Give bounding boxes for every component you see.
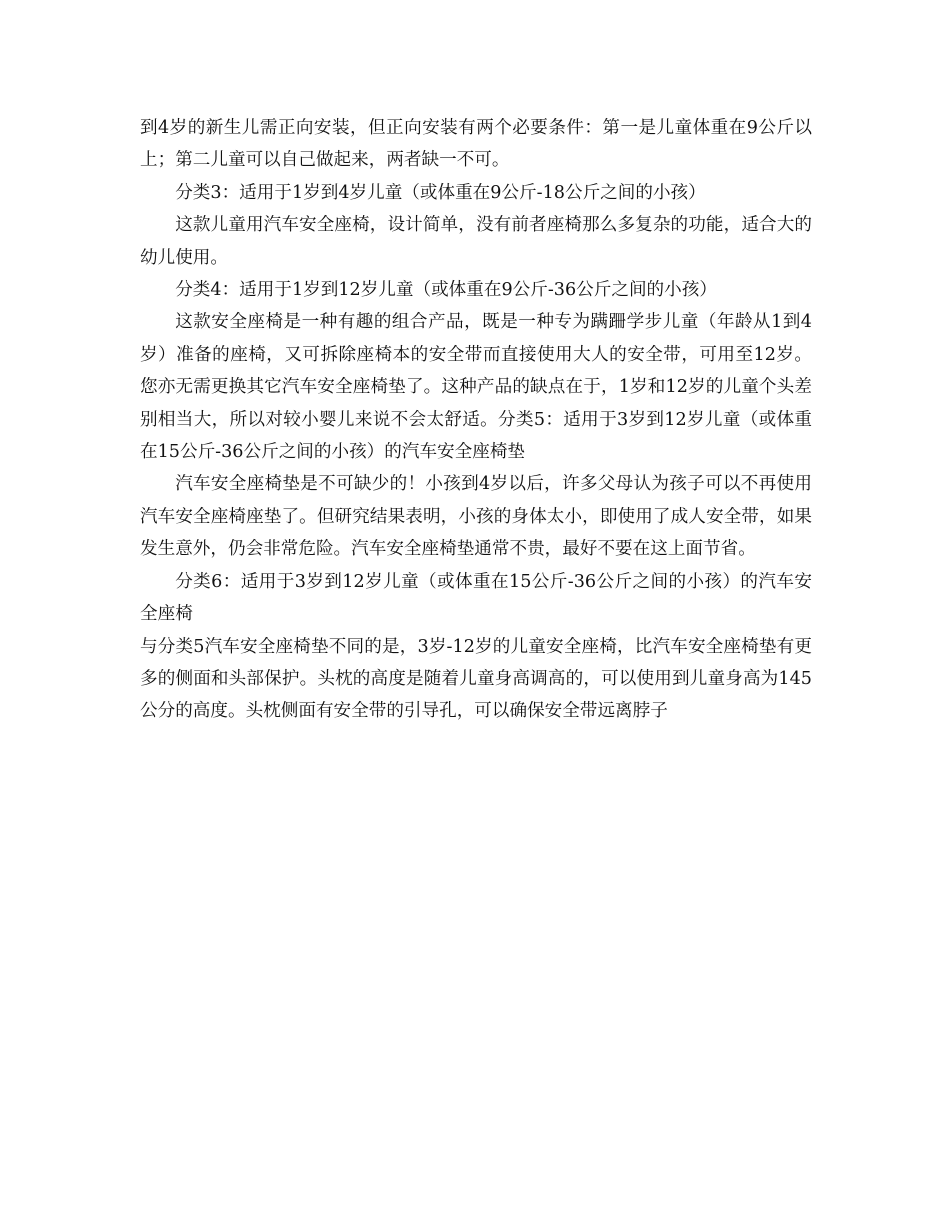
paragraph-continuation: 到4岁的新生儿需正向安装，但正向安装有两个必要条件：第一是儿童体重在9公斤以上；第二儿童可以自己做起来，两者缺一不可。 <box>140 118 812 171</box>
paragraph-category-6: 与分类5汽车安全座椅垫不同的是，3岁-12岁的儿童安全座椅，比汽车安全座椅垫有更多的侧面和头部保护。头枕的高度是随着儿童身高调高的，可以使用到儿童身高为145公分的高度。头枕侧面有安全带的引导孔，可以确保安全带远离脖子 <box>140 636 812 722</box>
heading-category-6: 分类6：适用于3岁到12岁儿童（或体重在15公斤-36公斤之间的小孩）的汽车安全座椅 <box>140 571 812 625</box>
paragraph-booster-seat: 汽车安全座椅垫是不可缺少的！小孩到4岁以后，许多父母认为孩子可以不再使用汽车安全座椅座垫了。但研究结果表明，小孩的身体太小，即使用了成人安全带，如果发生意外，仍会非常危险。汽车安全座椅垫通常不贵，最好不要在这上面节省。 <box>140 474 812 560</box>
heading-category-4: 分类4：适用于1岁到12岁儿童（或体重在9公斤-36公斤之间的小孩） <box>175 280 717 301</box>
paragraph-category-4: 这款安全座椅是一种有趣的组合产品，既是一种专为蹒跚学步儿童（年龄从1到4岁）准备的座椅，又可拆除座椅本的安全带而直接使用大人的安全带，可用至12岁。您亦无需更换其它汽车安全座椅垫了。这种产品的缺点在于，1岁和12岁的儿童个头差别相当大，所以对较小婴儿来说不会太舒适。分类5：适用于3岁到12岁儿童（或体重在15公斤-36公斤之间的小孩）的汽车安全座椅垫 <box>140 312 812 463</box>
heading-category-3: 分类3：适用于1岁到4岁儿童（或体重在9公斤-18公斤之间的小孩） <box>175 182 706 203</box>
paragraph-category-3: 这款儿童用汽车安全座椅，设计简单，没有前者座椅那么多复杂的功能，适合大的幼儿使用。 <box>140 215 812 268</box>
document-body <box>140 112 812 728</box>
